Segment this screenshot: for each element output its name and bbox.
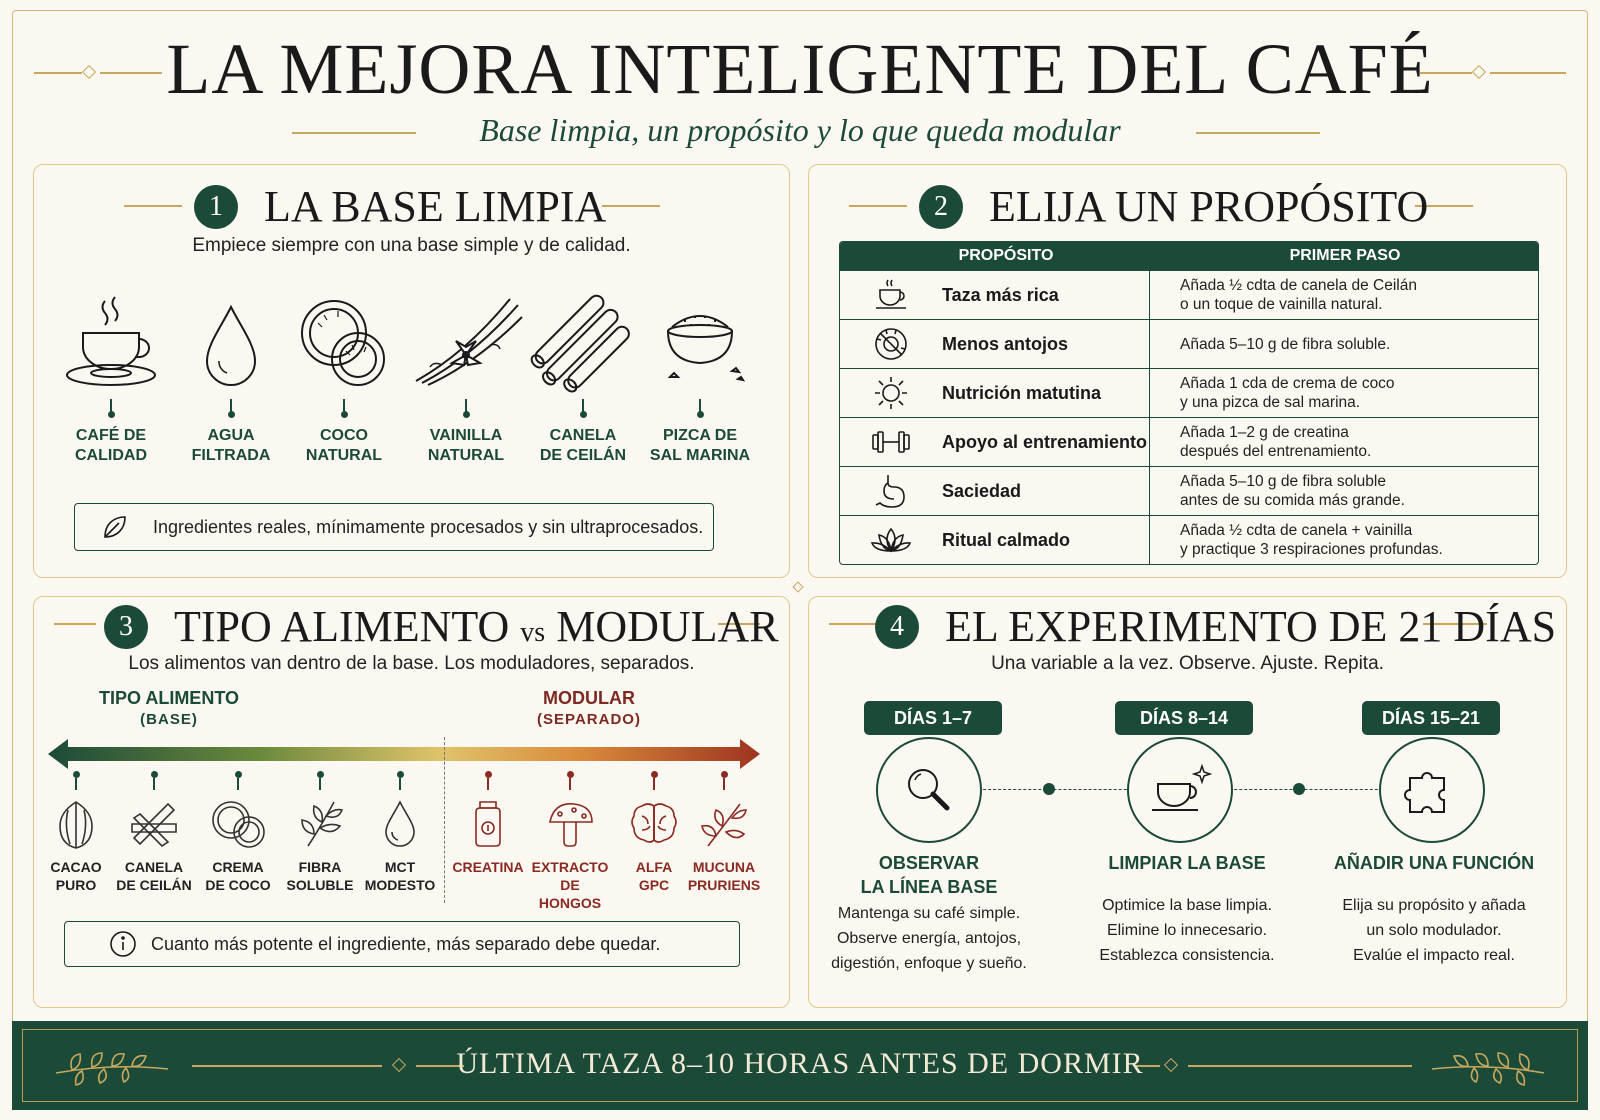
salt-bowl-icon	[650, 293, 750, 393]
days-badge-3: DÍAS 15–21	[1362, 701, 1500, 735]
cup-icon	[872, 276, 910, 314]
ingredient-label: CANELA DE CEILÁN	[539, 427, 627, 464]
section-title-4	[875, 601, 1556, 652]
modular-item-mucuna: MUCUNA PRURIENS	[684, 771, 764, 894]
page-title: LA MEJORA INTELIGENTE DEL CAFÉ	[166, 29, 1434, 109]
panel-clean-base	[33, 164, 790, 578]
stage-title-2: LIMPIAR LA BASE	[1108, 853, 1266, 873]
mushroom-icon	[544, 798, 596, 850]
section-rule-right	[602, 205, 660, 207]
pin-dot	[341, 411, 348, 418]
purpose-label: Apoyo al entrenamiento	[942, 418, 1150, 466]
cacao-icon	[50, 798, 102, 850]
ingredient-water	[171, 293, 291, 466]
food-type-label: TIPO ALIMENTO (BASE)	[98, 688, 239, 728]
clean-base-note	[74, 503, 714, 551]
section-description: Empiece siempre con una base simple y de calidad.	[192, 235, 631, 256]
brain-icon	[628, 798, 680, 850]
modular-item-creatine: CREATINA	[448, 771, 528, 876]
stomach-icon	[872, 472, 910, 510]
purpose-step: Añada 5–10 g de fibra soluble antes de su comida más grande.	[1180, 473, 1405, 509]
table-row	[840, 319, 1538, 368]
center-diamond	[792, 581, 803, 592]
table-row	[840, 417, 1538, 466]
purpose-label: Taza más rica	[942, 271, 1150, 319]
col-purpose: PROPÓSITO	[958, 247, 1054, 264]
table-row	[840, 270, 1538, 319]
section-title-text: EL EXPERIMENTO DE 21 DÍAS	[945, 602, 1557, 651]
coffee-cup-icon	[61, 293, 161, 393]
food-item-cinnamon: CANELA DE CEILÁN	[114, 771, 194, 894]
stage-desc-2: Optimice la base limpia. Elimine lo innecesario. Establezca consistencia.	[1099, 897, 1275, 964]
section-description: Los alimentos van dentro de la base. Los moduladores, separados.	[128, 653, 695, 674]
modular-item-alpha-gpc: ALFA GPC	[614, 771, 694, 894]
food-item-cacao: CACAO PURO	[36, 771, 116, 894]
stage-circle-3	[1379, 737, 1485, 843]
ingredient-label: CAFÉ DE CALIDAD	[75, 427, 147, 464]
section-number: 1	[194, 185, 238, 229]
stage-circle-1	[876, 737, 982, 843]
food-item-mct: MCT MODESTO	[360, 771, 440, 894]
sparkle-cup-icon	[1148, 762, 1212, 818]
timeline-dot	[1043, 783, 1055, 795]
ingredient-coffee	[51, 293, 171, 466]
cinnamon-icon	[128, 798, 180, 850]
section-title-text: LA BASE LIMPIA	[264, 182, 607, 231]
section-title-text: ELIJA UN PROPÓSITO	[989, 182, 1429, 231]
ingredient-vanilla	[406, 293, 526, 466]
food-to-modular-gradient-arrow	[48, 739, 760, 769]
magnifier-icon	[901, 762, 957, 818]
purpose-step: Añada ½ cdta de canela + vainilla y practique 3 respiraciones profundas.	[1180, 522, 1443, 558]
purpose-label: Menos antojos	[942, 320, 1150, 368]
ingredient-label: VAINILLA NATURAL	[427, 427, 505, 464]
leaf-sprig-icon	[294, 798, 346, 850]
purpose-label: Saciedad	[942, 467, 1150, 515]
page-subtitle: Base limpia, un propósito y lo que queda modular	[479, 112, 1121, 148]
timeline-dot	[1293, 783, 1305, 795]
pin-dot	[580, 411, 587, 418]
ingredient-label: PIZCA DE SAL MARINA	[649, 427, 751, 464]
section-rule-left	[124, 205, 182, 207]
ingredient-label: COCO NATURAL	[305, 427, 383, 464]
stage-desc-3: Elija su propósito y añada un solo modulador. Evalúe el impacto real.	[1342, 897, 1526, 964]
section-title-text: TIPO ALIMENTO vs MODULAR	[174, 602, 779, 651]
pin-dot	[108, 411, 115, 418]
section-description: Una variable a la vez. Observe. Ajuste. Repita.	[991, 653, 1384, 674]
dumbbell-icon	[869, 423, 913, 461]
vanilla-icon	[406, 293, 526, 393]
section-title-1	[194, 181, 606, 232]
purpose-step: Añada 1–2 g de creatina después del entrenamiento.	[1180, 424, 1372, 460]
coconut-icon	[209, 798, 267, 850]
purpose-step: Añada ½ cdta de canela de Ceilán o un toque de vainilla natural.	[1180, 277, 1417, 313]
stage-title-1: OBSERVAR LA LÍNEA BASE	[860, 853, 998, 897]
leaf-icon	[101, 513, 129, 541]
mucuna-plant-icon	[698, 798, 750, 850]
footer-banner	[12, 1021, 1588, 1110]
ingredient-coconut	[284, 293, 404, 466]
section-rule-left	[54, 623, 96, 625]
note-text: Ingredientes reales, mínimamente procesados y sin ultraprocesados.	[153, 516, 704, 537]
purpose-step: Añada 5–10 g de fibra soluble.	[1180, 335, 1391, 353]
footer-text: ÚLTIMA TAZA 8–10 HORAS ANTES DE DORMIR	[456, 1047, 1144, 1080]
no-cravings-icon	[872, 325, 910, 363]
creatine-jar-icon	[462, 798, 514, 850]
stage-circle-2	[1127, 737, 1233, 843]
section-number: 4	[875, 605, 919, 649]
section-number: 3	[104, 605, 148, 649]
purpose-label: Ritual calmado	[942, 516, 1150, 564]
stage-desc-1: Mantenga su café simple. Observe energía, antojos, digestión, enfoque y sueño.	[831, 905, 1027, 972]
pin-dot	[228, 411, 235, 418]
modular-label: MODULAR (SEPARADO)	[537, 688, 641, 728]
pin-dot	[463, 411, 470, 418]
table-row	[840, 515, 1538, 564]
table-row	[840, 466, 1538, 515]
section-number: 2	[919, 185, 963, 229]
section-rule-left	[829, 623, 879, 625]
panel-21-day-experiment	[808, 596, 1567, 1008]
table-row	[840, 368, 1538, 417]
ingredient-sea-salt	[640, 293, 760, 466]
section-title-3	[104, 601, 779, 652]
water-drop-icon	[181, 293, 281, 393]
table-header	[840, 242, 1538, 270]
stage-title-3: AÑADIR UNA FUNCIÓN	[1333, 853, 1535, 873]
ingredient-cinnamon	[523, 293, 643, 466]
modular-note	[64, 921, 740, 967]
ingredient-label: AGUA FILTRADA	[191, 427, 271, 464]
info-icon	[109, 930, 137, 958]
cinnamon-icon	[528, 293, 638, 393]
section-rule-left	[849, 205, 907, 207]
days-badge-1: DÍAS 1–7	[864, 701, 1002, 735]
pin-dot	[697, 411, 704, 418]
section-title-2	[919, 181, 1428, 232]
puzzle-icon	[1404, 762, 1460, 818]
purpose-label: Nutrición matutina	[942, 369, 1150, 417]
panel-food-vs-modular	[33, 596, 790, 1008]
note-text: Cuanto más potente el ingrediente, más separado debe quedar.	[151, 933, 661, 954]
food-item-coconut-cream: CREMA DE COCO	[198, 771, 278, 894]
coconut-icon	[294, 293, 394, 393]
days-badge-2: DÍAS 8–14	[1115, 701, 1253, 735]
sun-icon	[872, 374, 910, 412]
drop-icon	[374, 798, 426, 850]
food-item-soluble-fiber: FIBRA SOLUBLE	[280, 771, 360, 894]
purpose-table	[839, 241, 1539, 565]
divider-dashed	[444, 737, 445, 903]
panel-choose-purpose	[808, 164, 1567, 578]
purpose-step: Añada 1 cda de crema de coco y una pizca de sal marina.	[1180, 375, 1395, 411]
modular-item-mushroom-extract: EXTRACTO DE HONGOS	[530, 771, 610, 912]
lotus-icon	[869, 521, 913, 559]
col-first-step: PRIMER PASO	[1289, 247, 1401, 264]
